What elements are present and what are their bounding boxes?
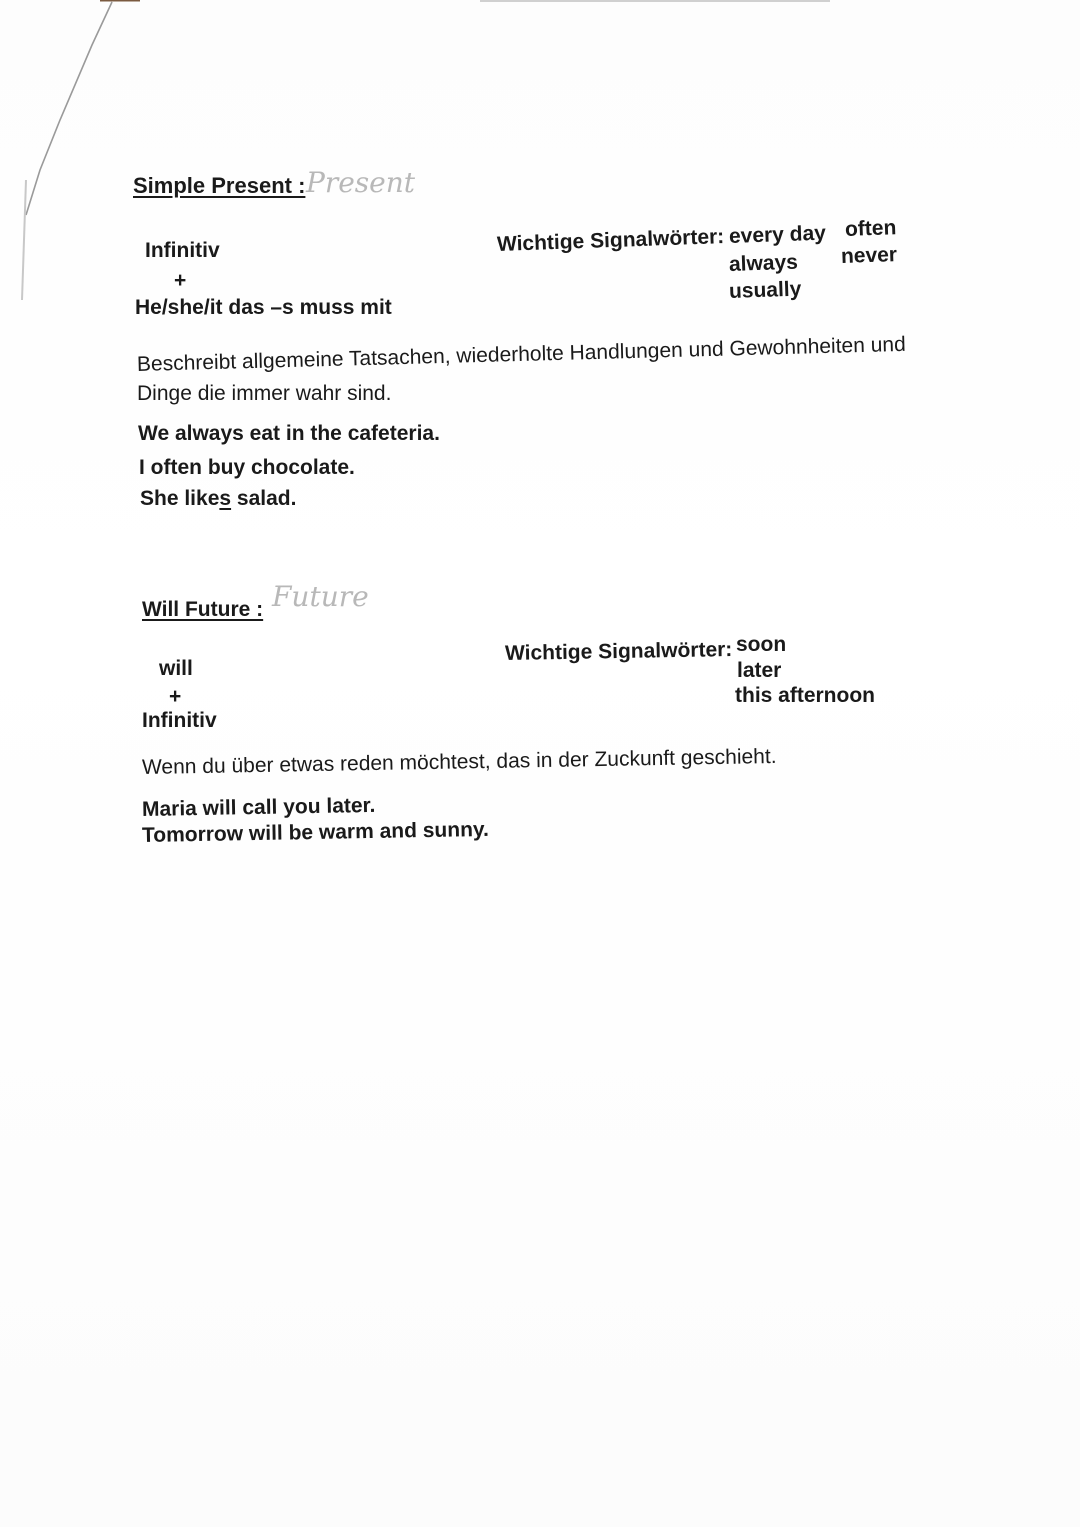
description-present-line1: Beschreibt allgemeine Tatsachen, wiederholte Handlungen und Gewohnheiten und — [136, 332, 907, 376]
simple-present-title: Simple Present : — [133, 173, 306, 198]
signal-this-afternoon: this afternoon — [735, 684, 875, 707]
handwritten-note-present: Present — [306, 166, 416, 199]
example-present-3 — [140, 486, 296, 511]
example-future-1: Maria will call you later. — [141, 793, 376, 821]
signal-never: never — [840, 243, 898, 268]
example-present-1: We always eat in the cafeteria. — [138, 422, 440, 445]
signal-every-day: every day — [728, 221, 827, 248]
signal-label-future: Wichtige Signalwörter: — [504, 638, 733, 665]
formula-plus-future: + — [169, 685, 182, 708]
top-edge-shadow — [480, 0, 830, 2]
signal-always: always — [728, 250, 799, 276]
example-future-2: Tomorrow will be warm and sunny. — [141, 817, 490, 847]
signal-usually: usually — [728, 277, 802, 303]
description-future: Wenn du über etwas reden möchtest, das in der Zuckunft geschieht. — [141, 744, 777, 779]
pencil-line-mark — [0, 0, 140, 300]
formula-infinitiv-future: Infinitiv — [142, 709, 217, 732]
example-present-2: I often buy chocolate. — [139, 456, 355, 479]
handwritten-note-future: Future — [272, 580, 369, 613]
will-future-title: Will Future : — [142, 598, 264, 621]
example-present-3-s: s — [219, 487, 232, 510]
formula-infinitiv: Infinitiv — [145, 239, 220, 262]
description-present-line2: Dinge die immer wahr sind. — [137, 382, 392, 405]
signal-often: often — [844, 216, 897, 241]
signal-later: later — [737, 659, 782, 682]
example-present-3-pre: She like — [140, 487, 220, 510]
signal-label-present: Wichtige Signalwörter: — [496, 225, 725, 256]
formula-he-she-it: He/she/it das –s muss mit — [135, 296, 392, 319]
signal-soon: soon — [736, 633, 787, 656]
example-present-3-post: salad. — [231, 487, 297, 510]
formula-plus: + — [174, 269, 187, 292]
formula-will: will — [159, 657, 193, 680]
